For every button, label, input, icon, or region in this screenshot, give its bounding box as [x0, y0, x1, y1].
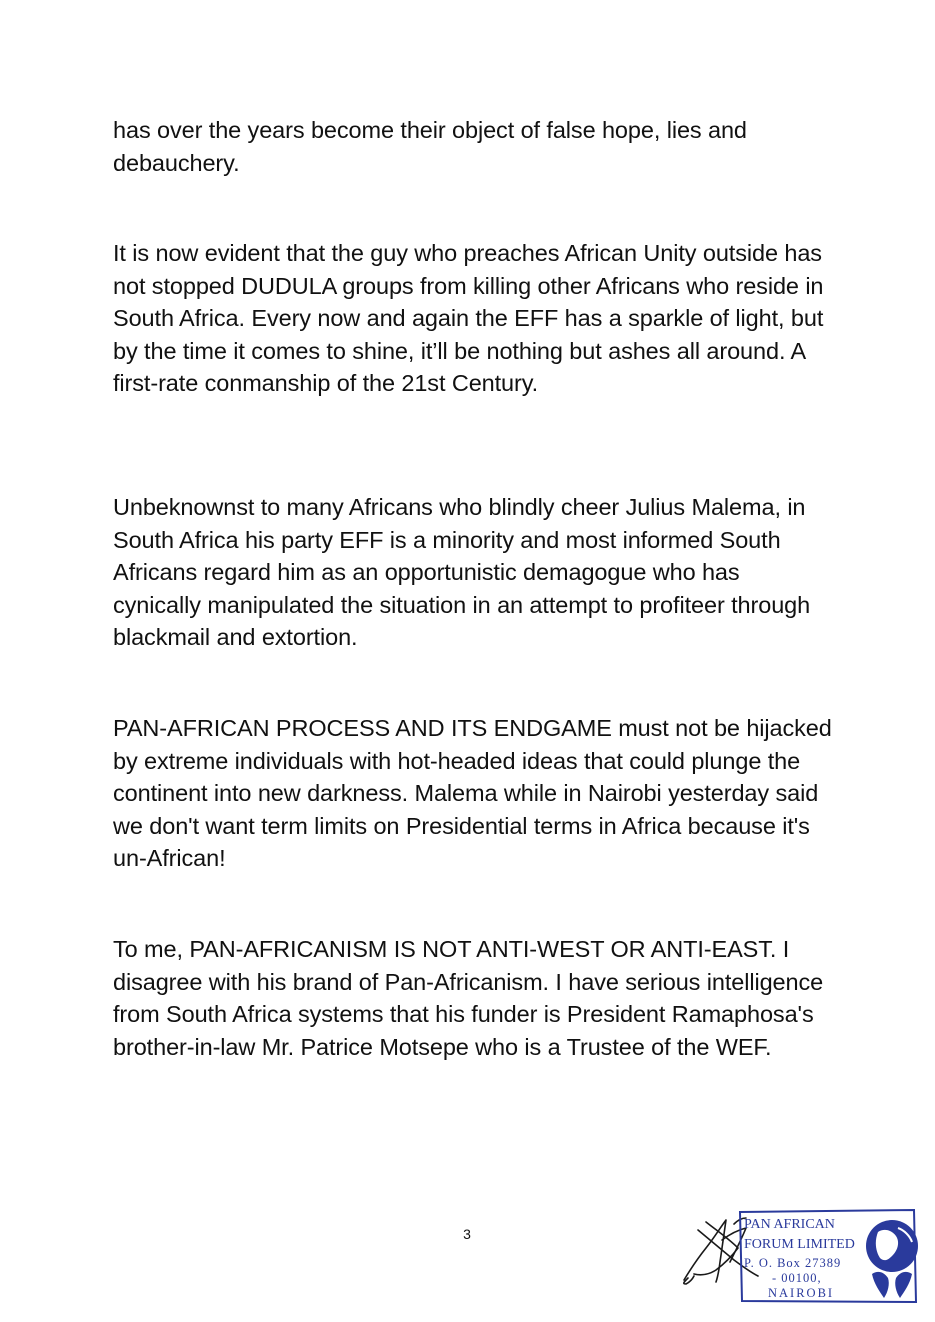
- stamp-line-4: - 00100,: [772, 1271, 822, 1285]
- stamp-line-5: NAIROBI: [768, 1286, 835, 1300]
- paragraph-3: Unbeknownst to many Africans who blindly cheer Julius Malema, in South Africa his party EFF is a minority and most informed South Africans regard him as an opportunistic demagogue who has cynically manipulated the situation in an attempt to profiteer through blackmail and extortion.: [113, 494, 811, 651]
- paragraph-1: has over the years become their object of false hope, lies and debauchery.: [113, 117, 747, 176]
- paragraph-4: PAN-AFRICAN PROCESS AND ITS ENDGAME must not be hijacked by extreme individuals with hot-headed ideas that could plunge the continent into new darkness. Malema while in Nairobi yesterday said we don't want term limits on Presidential terms in Africa because it's un-African!: [113, 715, 832, 872]
- stamp-line-3: P. O. Box 27389: [744, 1256, 842, 1270]
- company-stamp: [738, 1208, 918, 1304]
- page-number: 3: [463, 1226, 471, 1242]
- globe-icon: [866, 1220, 918, 1298]
- paragraph-2: It is now evident that the guy who preaches African Unity outside has not stopped DUDULA groups from killing other Africans who reside in South Africa. Every now and again the EFF has a sparkle of light, but by the time it comes to shine, it’ll be nothing but ashes all around. A first-rate conmanship of the 21st Century.: [113, 240, 824, 397]
- paragraph-5: To me, PAN-AFRICANISM IS NOT ANTI-WEST OR ANTI-EAST. I disagree with his brand of Pan-Africanism. I have serious intelligence from South Africa systems that his funder is President Ramaphosa's brother-in-law Mr. Patrice Motsepe who is a Trustee of the WEF.: [113, 936, 824, 1060]
- stamp-line-2: FORUM LIMITED: [744, 1237, 855, 1252]
- stamp-line-1: PAN AFRICAN: [744, 1217, 835, 1232]
